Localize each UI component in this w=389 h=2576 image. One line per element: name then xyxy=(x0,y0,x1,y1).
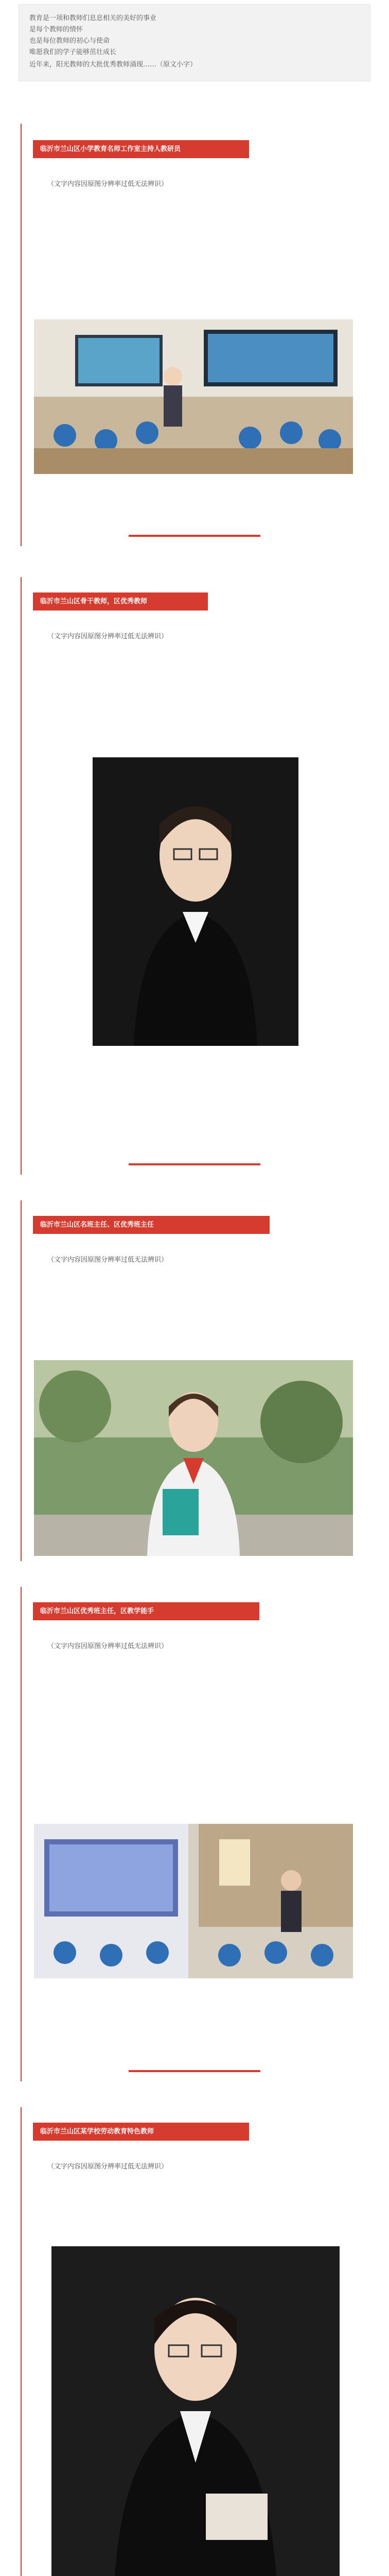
teacher-portrait-2 xyxy=(51,2246,340,2576)
accent-line xyxy=(21,1200,22,1561)
intro-line-4: 唯愿我们的学子能够茁壮成长 xyxy=(29,48,117,56)
accent-line xyxy=(21,1587,22,2081)
intro-line-2: 是每个教师的情怀 xyxy=(29,26,83,33)
section-5-text: （文字内容因原图分辨率过低无法辨识） xyxy=(47,2163,168,2171)
section-3-text: （文字内容因原图分辨率过低无法辨识） xyxy=(47,1256,168,1264)
accent-line xyxy=(21,577,22,1175)
intro-line-1: 教育是一项和教师们息息相关的美好的事业 xyxy=(29,14,157,22)
classroom-photo xyxy=(34,319,353,474)
section-3-tag: 临沂市兰山区名班主任、区优秀班主任 xyxy=(33,1216,270,1234)
section-5-tag: 临沂市兰山区某学校劳动教育特色教师 xyxy=(33,2123,249,2141)
section-2-tag: 临沂市兰山区骨干教师，区优秀教师 xyxy=(33,592,208,611)
intro-sign: 近年来，阳光教师的大批优秀教师涌现……（原文小字） xyxy=(29,61,197,69)
intro-line-3: 也是每位教师的初心与使命 xyxy=(29,37,110,45)
section-1-tag: 临沂市兰山区小学教育名师工作室主持人教研员 xyxy=(33,140,249,158)
section-1-text: （文字内容因原图分辨率过低无法辨识） xyxy=(47,180,168,188)
divider xyxy=(129,1163,260,1165)
divider xyxy=(129,2070,260,2072)
divider xyxy=(129,535,260,537)
section-4-tag: 临沂市兰山区优秀班主任，区教学能手 xyxy=(33,1602,259,1620)
teacher-outdoor-photo xyxy=(34,1360,353,1556)
teacher-portrait-1 xyxy=(93,757,298,1046)
accent-line xyxy=(21,124,22,546)
accent-line xyxy=(21,2107,22,2576)
section-2-text: （文字内容因原图分辨率过低无法辨识） xyxy=(47,633,168,640)
intro-box xyxy=(19,4,370,81)
section-4-text: （文字内容因原图分辨率过低无法辨识） xyxy=(47,1642,168,1650)
lesson-photo xyxy=(34,1824,353,1978)
